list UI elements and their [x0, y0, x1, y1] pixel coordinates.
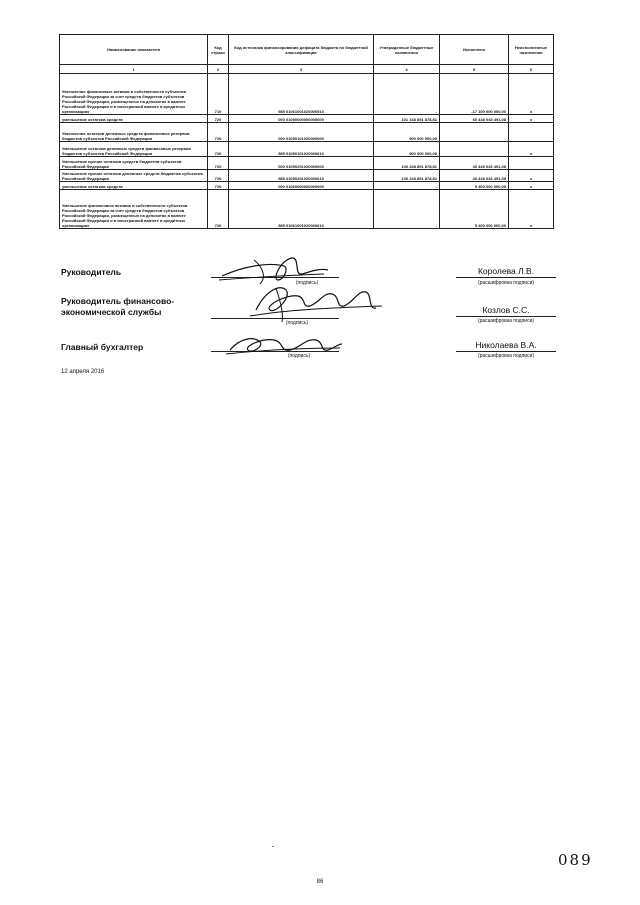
row-approved: 100 248 891 878,81 — [374, 170, 440, 182]
header-unexecuted: Неисполненные назначения — [509, 35, 554, 65]
row-name: Увеличение остатков денежных средств финансовых резервов бюджетов субъектов Российской Федерации — [60, 123, 208, 142]
row-code: 720 — [208, 123, 229, 142]
finance-signature-image — [246, 280, 386, 324]
row-executed: -17 100 000 000,00 — [440, 74, 509, 115]
column-number: 1 — [60, 65, 208, 74]
row-unexecuted: x — [509, 74, 554, 115]
header-indicator-name: Наименование показателя — [60, 35, 208, 65]
row-executed: 40 449 043 491,08 — [440, 157, 509, 170]
row-executed: 5 400 000 000,00 — [440, 190, 509, 229]
row-approved: 100 248 891 878,81 — [374, 157, 440, 170]
row-unexecuted: x — [509, 142, 554, 157]
head-label: Руководитель — [61, 267, 122, 277]
row-name: Уменьшение прочих остатков денежных средств бюджетов субъектов Российской Федерации — [60, 170, 208, 182]
head-signature-caption: (подпись) — [295, 280, 319, 286]
table-row — [60, 142, 554, 157]
row-code: 720 — [208, 157, 229, 170]
header-executed: Исполнено — [440, 35, 509, 65]
row-approved: - — [374, 182, 440, 190]
row-code: 720 — [208, 190, 229, 229]
row-source: 985 01061001020000610 — [229, 190, 374, 229]
stamp-number: 089 — [558, 851, 593, 869]
column-number: 5 — [440, 65, 509, 74]
row-source: 000 01050201020000600 — [229, 157, 374, 170]
row-unexecuted: x — [509, 170, 554, 182]
row-unexecuted — [509, 157, 554, 170]
row-unexecuted: x — [509, 115, 554, 123]
head-name-line — [456, 277, 556, 278]
table-header-row — [60, 35, 554, 65]
column-number: 3 — [229, 65, 374, 74]
column-number-row — [60, 65, 554, 74]
row-approved: - — [374, 190, 440, 229]
row-executed: - — [440, 123, 509, 142]
document-date: 12 апреля 2016 — [61, 369, 105, 375]
table-row — [60, 157, 554, 170]
row-code: 720 — [208, 115, 229, 123]
head-name-caption: (расшифровка подписи) — [477, 280, 535, 286]
row-source: 000 01050101020000000 — [229, 123, 374, 142]
column-number: 4 — [374, 65, 440, 74]
row-name: Уменьшение остатков денежных средств финансовых резервов бюджетов субъектов Российской Федерации — [60, 142, 208, 157]
row-code: 710 — [208, 74, 229, 115]
row-approved: 900 000 000,00 — [374, 142, 440, 157]
finance-name: Козлов С.С. — [482, 305, 530, 315]
row-executed: 60 448 043 491,08 — [440, 115, 509, 123]
accountant-label: Главный бухгалтер — [61, 342, 144, 352]
accountant-name-line — [456, 351, 556, 352]
finance-signature-caption: (подпись) — [285, 320, 309, 326]
accountant-name-caption: (расшифровка подписи) — [477, 353, 535, 359]
header-source-code: Код источника финансирования дефицита бюджета по бюджетной классификации — [229, 35, 374, 65]
table-row — [60, 182, 554, 190]
table-row — [60, 190, 554, 229]
table-row — [60, 170, 554, 182]
row-unexecuted — [509, 123, 554, 142]
row-unexecuted: x — [509, 182, 554, 190]
table-row — [60, 74, 554, 115]
row-source: 985 01061001020000510 — [229, 74, 374, 115]
row-unexecuted: x — [509, 190, 554, 229]
page-number: 86 — [316, 879, 324, 885]
execution-table — [59, 34, 554, 229]
row-code: 720 — [208, 182, 229, 190]
row-name: Уменьшение финансовых активов в собственности субъектов Российской Федерации за счет средств бюджетов субъектов Российской Федерации, размещенных на депозитах в валюте Российской Федерации и в иностранной валюте в кредитных организациях — [60, 190, 208, 229]
row-source: 000 01060000000000600 — [229, 182, 374, 190]
accountant-name: Николаева В.А. — [475, 340, 537, 350]
row-name: уменьшение остатков средств — [60, 182, 208, 190]
finance-name-line — [456, 316, 556, 317]
row-source: 985 01050201020000610 — [229, 170, 374, 182]
scan-mark — [272, 846, 274, 847]
row-source: 985 01050101020000610 — [229, 142, 374, 157]
row-code: 720 — [208, 170, 229, 182]
finance-name-caption: (расшифровка подписи) — [477, 318, 535, 324]
header-approved: Утвержденные бюджетные назначения — [374, 35, 440, 65]
row-approved: 101 148 891 878,81 — [374, 115, 440, 123]
row-name: Увеличение финансовых активов в собственности субъектов Российской Федерации за счет средств бюджетов субъектов Российской Федерации, размещенных на депозитах в валюте Российской Федерации и в иностранной валюте в кредитных организациях — [60, 74, 208, 115]
table-row — [60, 123, 554, 142]
row-executed: 5 400 000 000,00 — [440, 182, 509, 190]
row-executed — [440, 142, 509, 157]
head-name: Королева Л.В. — [477, 266, 535, 276]
row-approved: - — [374, 74, 440, 115]
finance-label: Руководитель финансово-экономической службы — [61, 296, 175, 317]
header-line-code: Код строки — [208, 35, 229, 65]
column-number: 2 — [208, 65, 229, 74]
accountant-signature-caption: (подпись) — [287, 353, 311, 359]
table-row — [60, 115, 554, 123]
accountant-signature-image — [224, 330, 344, 360]
row-executed: 40 449 043 491,08 — [440, 170, 509, 182]
row-name: уменьшение остатков средств — [60, 115, 208, 123]
row-code: 720 — [208, 142, 229, 157]
row-approved: 900 000 000,00 — [374, 123, 440, 142]
column-number: 6 — [509, 65, 554, 74]
row-name: Уменьшение прочих остатков средств бюджетов субъектов Российской Федерации — [60, 157, 208, 170]
row-source: 000 01050000000000600 — [229, 115, 374, 123]
